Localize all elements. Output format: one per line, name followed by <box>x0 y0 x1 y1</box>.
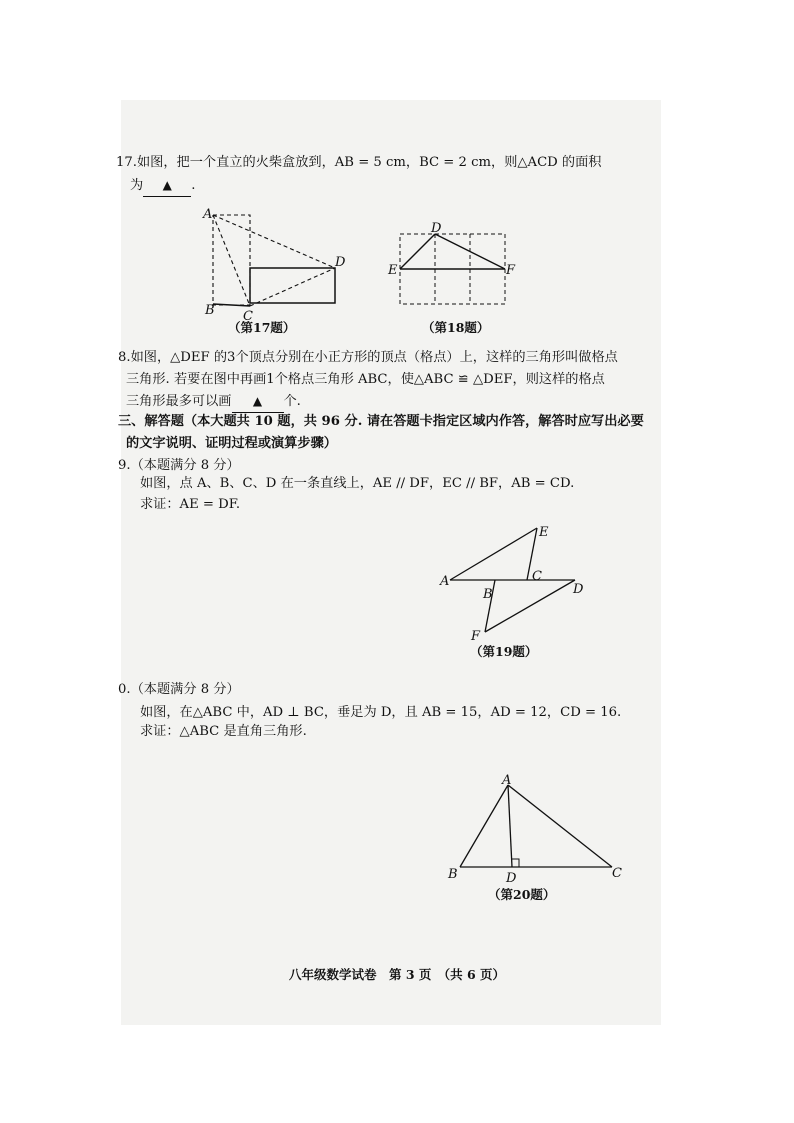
q18-figure <box>385 222 520 312</box>
q19-label-a: A <box>440 574 450 589</box>
q17-line-cd <box>250 268 335 306</box>
q19-line-df <box>485 580 575 632</box>
q20-altitude-ad <box>508 785 512 867</box>
q18-suffix: 个. <box>283 394 301 409</box>
q20-side-ab <box>460 785 508 867</box>
q19-line-ae <box>450 528 537 580</box>
q18-caption: （第18题） <box>422 320 490 335</box>
section3-heading-line1: 三、解答题（本大题共 10 题，共 96 分. 请在答题卡指定区域内作答，解答时应写出必要 <box>118 414 644 429</box>
q18-line2: 三角形. 若要在图中再画1个格点三角形 ABC，使△ABC ≌ △DEF，则这样的格点 <box>126 372 605 387</box>
q17-label-b: B <box>205 303 215 318</box>
q19-caption: （第19题） <box>470 644 538 659</box>
q19-label-d: D <box>573 582 584 597</box>
q20-heading: 0.（本题满分 8 分） <box>118 682 240 697</box>
q19-heading: 9.（本题满分 8 分） <box>118 458 240 473</box>
q18-side-de <box>400 234 435 269</box>
section3-heading-line2: 的文字说明、证明过程或演算步骤） <box>126 436 337 451</box>
q18-label-d: D <box>431 222 442 236</box>
q17-caption: （第17题） <box>228 320 296 335</box>
q19-body: 如图，点 A、B、C、D 在一条直线上，AE // DF，EC // BF，AB = CD. <box>140 476 575 491</box>
q19-prove: 求证：AE = DF. <box>140 497 241 512</box>
q17-line-ad <box>213 215 335 268</box>
q19-label-c: C <box>532 569 542 584</box>
q20-side-ac <box>508 785 612 867</box>
q18-label-e: E <box>388 263 398 278</box>
q20-prove: 求证：△ABC 是直角三角形. <box>140 724 307 739</box>
q17-base-line <box>213 304 250 306</box>
q17-suffix: . <box>191 178 196 193</box>
q18-answer-blank <box>232 391 284 413</box>
q18-line1: 8.如图，△DEF 的3个顶点分别在小正方形的顶点（格点）上，这样的三角形叫做格点 <box>118 350 618 365</box>
q19-label-e: E <box>539 525 549 540</box>
q18-line3 <box>126 391 301 413</box>
q20-label-a: A <box>502 773 512 788</box>
q19-label-f: F <box>471 629 481 644</box>
page-footer: 八年级数学试卷 第 3 页 （共 6 页） <box>288 967 506 982</box>
q18-triangle-mark: ▲ <box>252 394 263 408</box>
q18-prefix: 三角形最多可以画 <box>126 394 232 409</box>
q17-line1: 17.如图，把一个直立的火柴盒放到，AB = 5 cm，BC = 2 cm，则△ACD 的面积 <box>116 155 602 170</box>
q20-label-b: B <box>448 867 458 882</box>
q17-figure <box>195 200 355 325</box>
q17-label-c: C <box>243 309 253 324</box>
q18-label-f: F <box>506 263 516 278</box>
q20-right-angle-mark <box>512 859 519 867</box>
q20-label-d: D <box>506 871 517 885</box>
q20-label-c: C <box>612 866 622 881</box>
q17-triangle-mark: ▲ <box>162 178 172 192</box>
q19-figure <box>435 518 595 646</box>
q20-caption: （第20题） <box>488 887 556 902</box>
q17-answer-blank <box>143 175 191 197</box>
q17-prefix: 为 <box>130 178 144 193</box>
q20-body: 如图，在△ABC 中，AD ⊥ BC，垂足为 D，且 AB = 15，AD = 12，CD = 16. <box>140 705 622 720</box>
q19-label-b: B <box>483 587 493 602</box>
q17-line-ac <box>213 215 250 306</box>
q20-figure <box>440 770 630 885</box>
q17-line2 <box>130 175 195 197</box>
q17-label-d: D <box>335 255 346 270</box>
q17-label-a: A <box>203 207 213 222</box>
